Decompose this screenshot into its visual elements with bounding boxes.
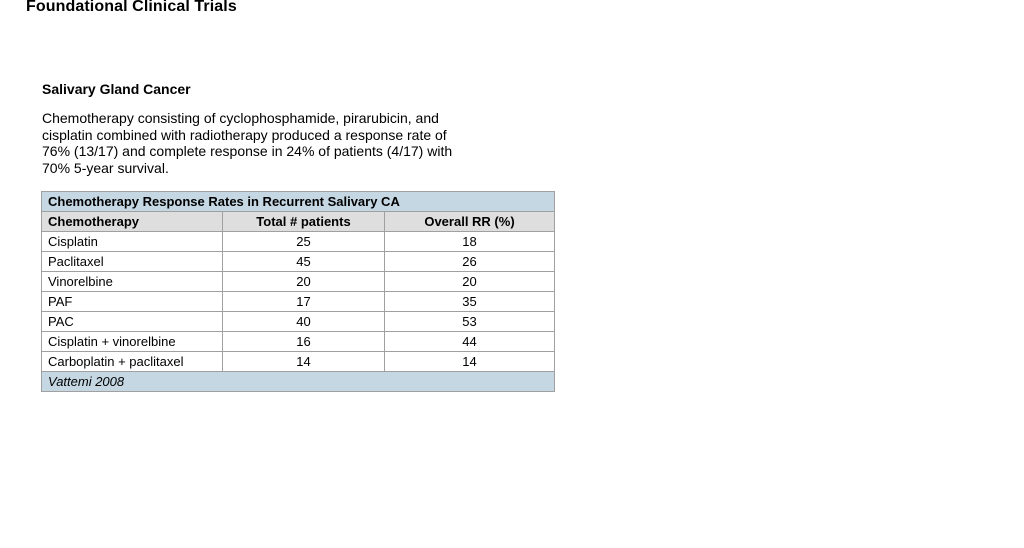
cell-chemotherapy: PAF	[42, 292, 223, 312]
cell-chemotherapy: Cisplatin + vinorelbine	[42, 332, 223, 352]
header-chemotherapy: Chemotherapy	[42, 212, 223, 232]
cell-total-patients: 17	[223, 292, 385, 312]
cell-total-patients: 20	[223, 272, 385, 292]
cell-overall-rr: 26	[385, 252, 555, 272]
cell-chemotherapy: Paclitaxel	[42, 252, 223, 272]
header-overall-rr: Overall RR (%)	[385, 212, 555, 232]
table-row	[42, 312, 555, 332]
cell-chemotherapy: Cisplatin	[42, 232, 223, 252]
cell-total-patients: 40	[223, 312, 385, 332]
table-caption-row	[42, 192, 555, 212]
cell-overall-rr: 20	[385, 272, 555, 292]
cell-overall-rr: 44	[385, 332, 555, 352]
cell-overall-rr: 18	[385, 232, 555, 252]
cell-chemotherapy: PAC	[42, 312, 223, 332]
table-row	[42, 292, 555, 312]
cell-overall-rr: 35	[385, 292, 555, 312]
cell-chemotherapy: Vinorelbine	[42, 272, 223, 292]
table-row	[42, 272, 555, 292]
table-source: Vattemi 2008	[42, 372, 555, 392]
table-source-row	[42, 372, 555, 392]
cell-total-patients: 45	[223, 252, 385, 272]
cell-overall-rr: 14	[385, 352, 555, 372]
cell-overall-rr: 53	[385, 312, 555, 332]
response-rates-table	[41, 191, 555, 392]
cell-total-patients: 16	[223, 332, 385, 352]
cell-total-patients: 14	[223, 352, 385, 372]
table-row	[42, 352, 555, 372]
section-title: Salivary Gland Cancer	[42, 81, 191, 97]
table-row	[42, 252, 555, 272]
table-caption: Chemotherapy Response Rates in Recurrent Salivary CA	[42, 192, 555, 212]
page-title: Foundational Clinical Trials	[26, 0, 237, 15]
section-paragraph: Chemotherapy consisting of cyclophosphamide, pirarubicin, and cisplatin combined with radiotherapy produced a response rate of 76% (13/17) and complete response in 24% of patients (4/17) with 70% 5-year survival.	[42, 110, 453, 176]
table-row	[42, 232, 555, 252]
table-row	[42, 332, 555, 352]
cell-chemotherapy: Carboplatin + paclitaxel	[42, 352, 223, 372]
table-header-row	[42, 212, 555, 232]
cell-total-patients: 25	[223, 232, 385, 252]
header-total-patients: Total # patients	[223, 212, 385, 232]
